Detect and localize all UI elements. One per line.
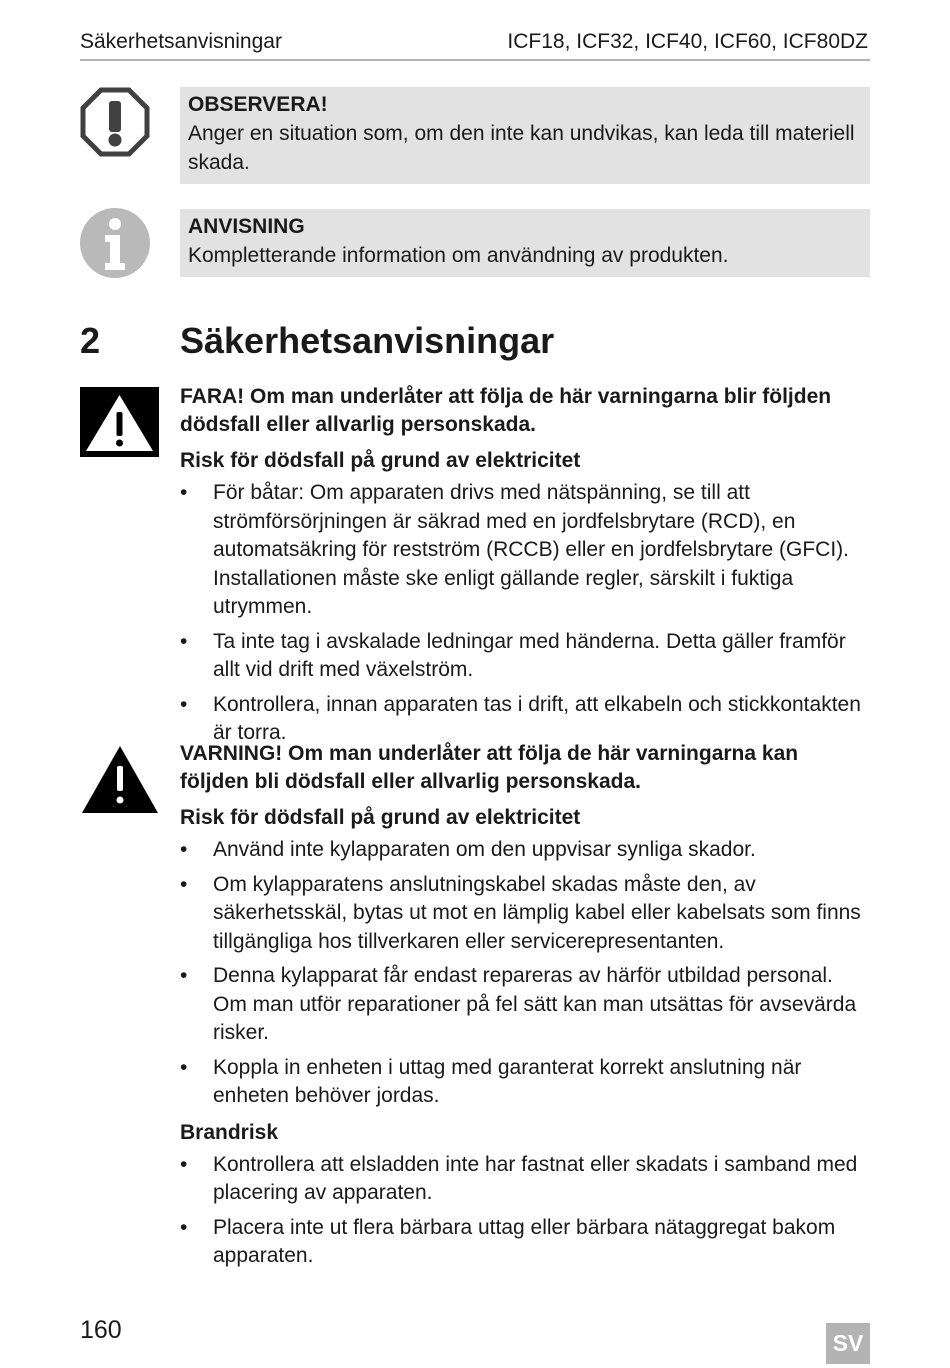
octagon-exclamation-icon	[80, 87, 150, 157]
running-header-title: Säkerhetsanvisningar	[80, 30, 282, 53]
danger-subheading: Risk för dödsfall på grund av elektricitet	[180, 449, 581, 472]
bullet-icon: •	[180, 838, 188, 861]
notice-title: OBSERVERA!	[188, 93, 328, 116]
list-item: • Denna kylapparat får endast repareras av härför utbildad personal. Om man utför reparationer på fel sätt kan man utsättas för avsevärda risker.	[180, 964, 857, 1044]
bullet-icon: •	[180, 692, 188, 716]
list-item: • Koppla in enheten i uttag med garanterat korrekt anslutning när enheten behöver jordas.	[180, 1055, 802, 1107]
list-item: • Kontrollera att elsladden inte har fastnat eller skadats i samband med placering av apparaten.	[180, 1152, 858, 1204]
danger-warning-icon	[80, 387, 159, 457]
info-circle-icon	[80, 208, 150, 278]
bullet-icon: •	[180, 1215, 188, 1239]
language-badge: SV	[826, 1323, 870, 1364]
list-item: • För båtar: Om apparaten drivs med nätspänning, se till att strömförsörjningen är säkrad med en jordfelsbrytare (RCD), en automatsäkring för restström (RCCB) eller en jordfelsbrytare (GFCI). Installationen måste ske enligt gällande regler, särskilt i fuktiga utrymmen.	[180, 481, 849, 618]
notice-text: Kompletterande information om användning av produkten.	[188, 244, 729, 267]
list-item: • Använd inte kylapparaten om den uppvisar synliga skador.	[180, 836, 870, 865]
warning-triangle-icon	[80, 744, 160, 815]
warning-subheading: Risk för dödsfall på grund av elektricitet	[180, 806, 581, 829]
page-number: 160	[80, 1316, 122, 1344]
bullet-icon: •	[180, 481, 188, 504]
bullet-icon: •	[180, 1152, 188, 1176]
fire-risk-subheading: Brandrisk	[180, 1120, 279, 1144]
fire-risk-bullet-list	[180, 1151, 870, 1271]
bullet-icon: •	[180, 872, 188, 896]
warning-bullet-list	[180, 836, 870, 1111]
list-item: • Ta inte tag i avskalade ledningar med händerna. Detta gäller framför allt vid drift med växelström.	[180, 629, 846, 681]
bullet-icon: •	[180, 964, 188, 987]
list-item: • Placera inte ut flera bärbara uttag eller bärbara nätaggregat bakom apparaten.	[180, 1215, 836, 1267]
notice-observera	[180, 87, 870, 184]
danger-lead: FARA! Om man underlåter att följa de här varningarna blir följden dödsfall eller allvarlig personskada.	[180, 385, 832, 436]
section-title: Säkerhetsanvisningar	[180, 320, 555, 361]
notice-title: ANVISNING	[188, 215, 305, 238]
header-divider	[80, 59, 870, 61]
bullet-icon: •	[180, 1055, 188, 1079]
danger-bullet-list	[180, 479, 870, 748]
danger-block	[180, 383, 870, 754]
running-header-models: ICF18, ICF32, ICF40, ICF60, ICF80DZ	[507, 30, 868, 53]
warning-lead: VARNING! Om man underlåter att följa de här varningarna kan följden bli dödsfall eller allvarlig personskada.	[180, 742, 799, 793]
notice-text: Anger en situation som, om den inte kan undvikas, kan leda till materiell skada.	[188, 122, 855, 174]
notice-anvisning	[180, 209, 870, 277]
warning-block	[180, 740, 870, 1277]
section-number: 2	[80, 320, 101, 361]
list-item: • Kontrollera, innan apparaten tas i drift, att elkabeln och stickkontakten är torra.	[180, 692, 861, 744]
bullet-icon: •	[180, 629, 188, 653]
list-item: • Om kylapparatens anslutningskabel skadas måste den, av säkerhetsskäl, bytas ut mot en lämplig kabel eller kabelsats som finns tillgängliga hos tillverkaren eller servicerepresentanten.	[180, 872, 861, 953]
